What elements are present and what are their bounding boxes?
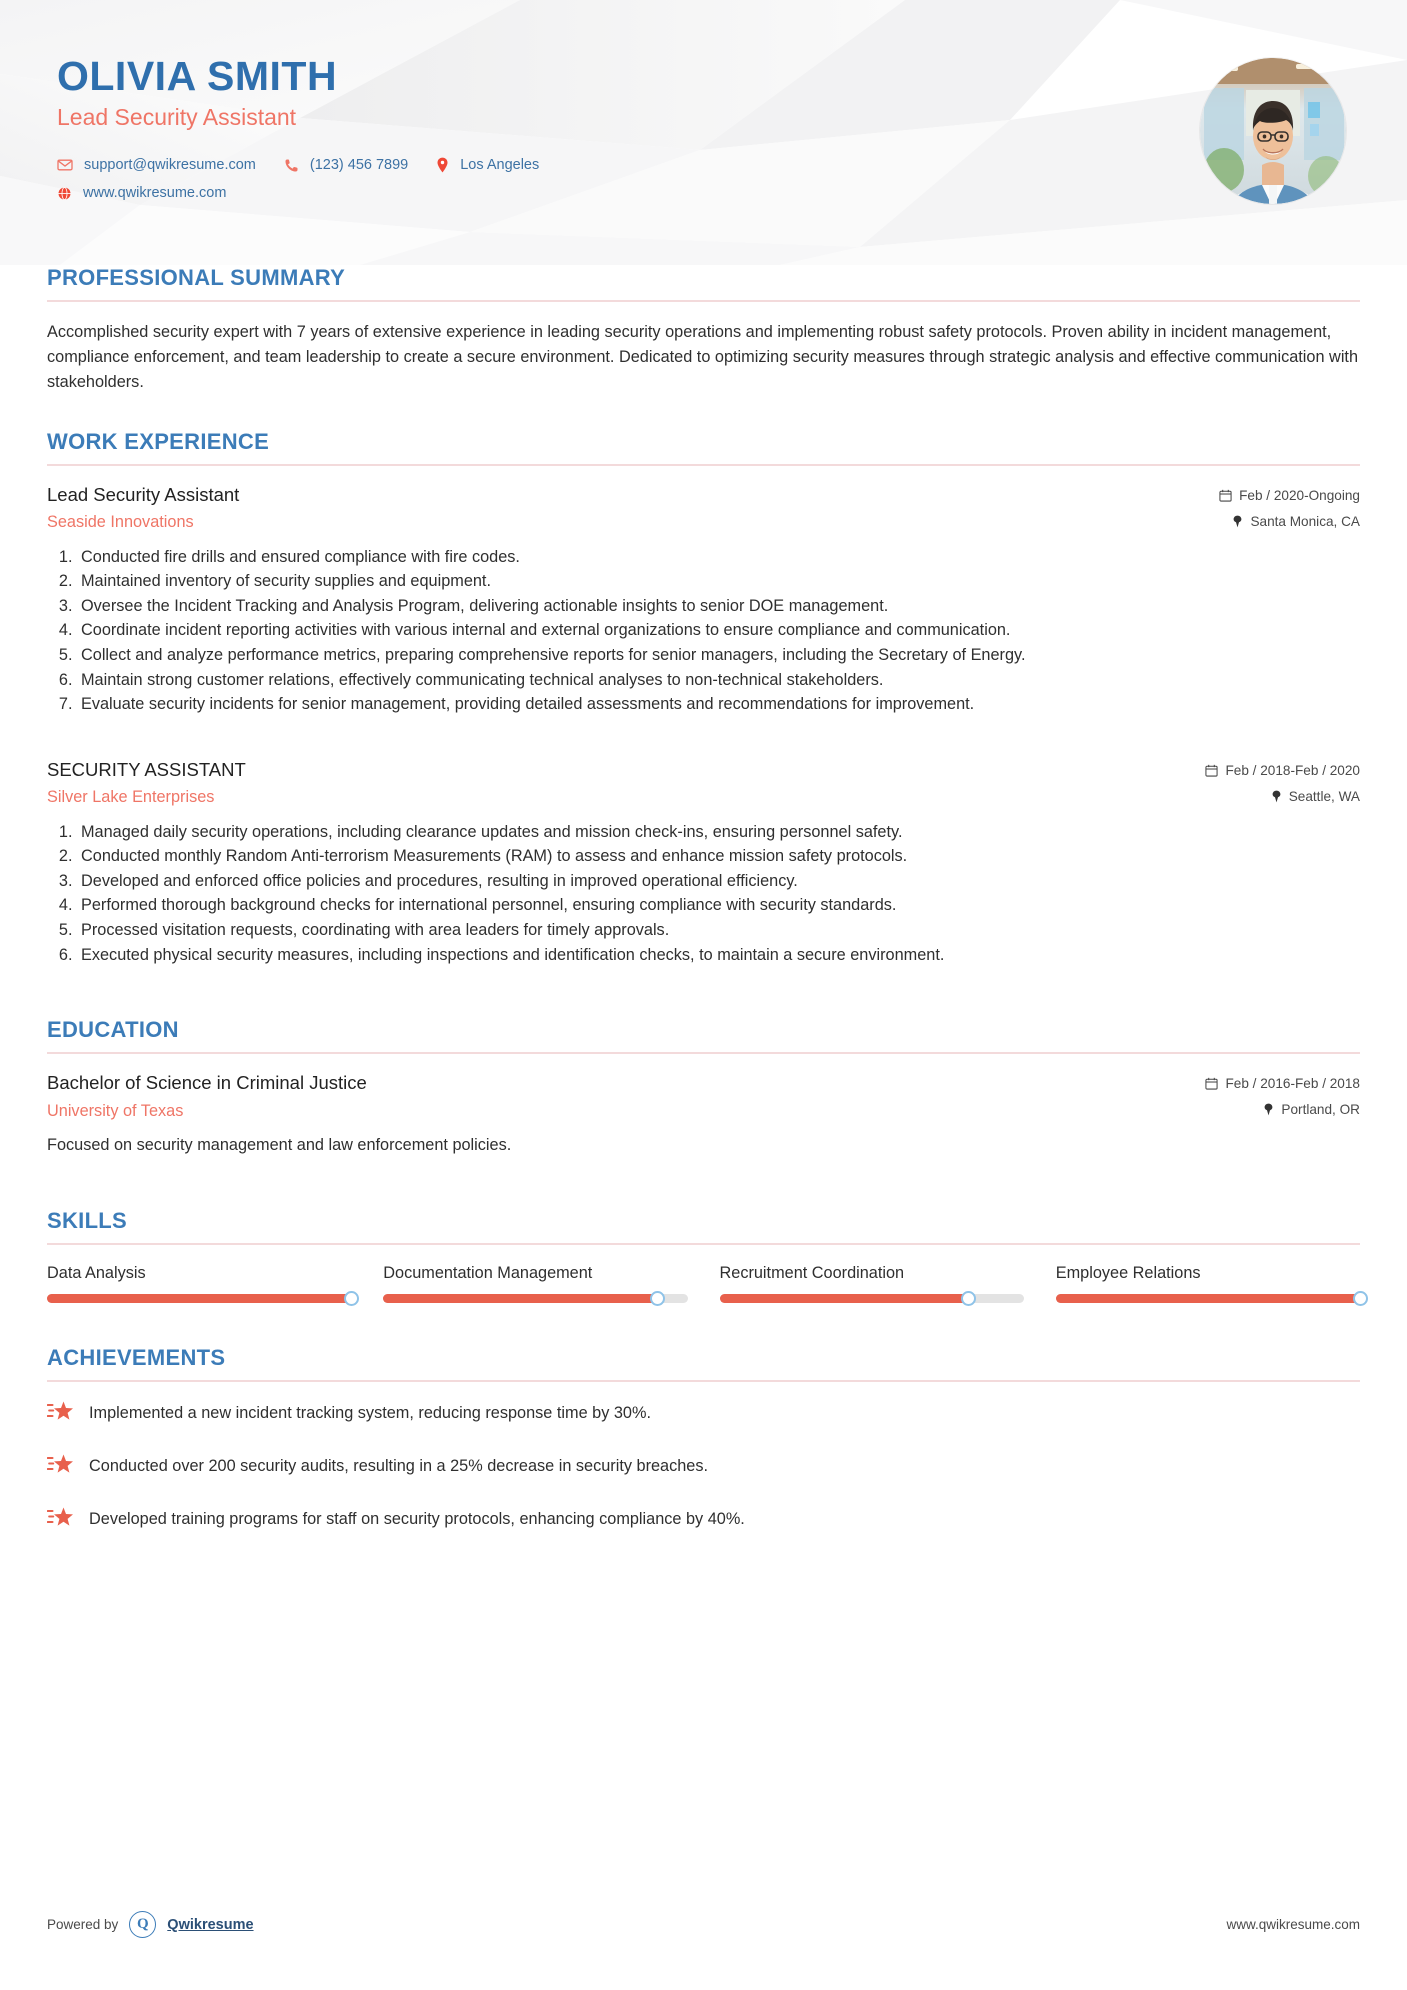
footer-url[interactable]: www.qwikresume.com — [1226, 1917, 1360, 1932]
list-item: 3. Developed and enforced office policies and procedures, resulting in improved operational efficiency. — [77, 870, 1360, 894]
candidate-name: OLIVIA SMITH — [57, 53, 338, 99]
achievement-text: Implemented a new incident tracking system, reducing response time by 30%. — [89, 1403, 651, 1422]
achievement-text: Conducted over 200 security audits, resulting in a 25% decrease in security breaches. — [89, 1456, 709, 1475]
skill-item — [47, 1263, 351, 1303]
section-title-skills: SKILLS — [47, 1207, 128, 1233]
list-item: 5. Collect and analyze performance metrics, preparing comprehensive reports for senior managers, including the Secretary of Energy. — [77, 644, 1360, 668]
identity-block — [57, 55, 539, 201]
list-item: 7. Evaluate security incidents for senior management, providing detailed assessments and recommendations for improvement. — [77, 693, 1360, 717]
resume-body — [0, 265, 1407, 1535]
contact-row-primary — [57, 157, 539, 173]
education-degree: Bachelor of Science in Criminal Justice — [47, 1072, 367, 1094]
list-item: 2. Conducted monthly Random Anti-terrorism Measurements (RAM) to assess and enhance mission safety protocols. — [77, 845, 1360, 869]
achievement-item — [47, 1400, 1360, 1429]
contact-website[interactable] — [57, 185, 226, 201]
contact-email-text: support@qwikresume.com — [84, 157, 256, 174]
achievement-item — [47, 1506, 1360, 1535]
contact-location-text: Los Angeles — [460, 157, 540, 174]
skill-label: Employee Relations — [1055, 1263, 1201, 1282]
skill-progress-knob — [1353, 1291, 1368, 1306]
experience-location — [1205, 789, 1360, 804]
section-title-summary: PROFESSIONAL SUMMARY — [47, 265, 346, 290]
section-divider — [47, 1243, 1360, 1245]
experience-location — [1219, 514, 1360, 529]
list-item: 2. Maintained inventory of security supplies and equipment. — [77, 570, 1360, 594]
powered-by-block — [47, 1911, 254, 1938]
resume-header — [0, 0, 1407, 265]
skill-label: Recruitment Coordination — [719, 1263, 905, 1282]
section-achievements — [47, 1345, 1360, 1535]
phone-icon — [284, 158, 299, 173]
summary-text: Accomplished security expert with 7 years of extensive experience in leading security operations and implementing robust safety protocols. Proven ability in incident management, compliance enforcement, and team leadership to create a secure environment. Dedicated to optimizing security measures through strategic analysis and effective communication with stakeholders. — [47, 323, 1359, 391]
section-work-experience — [47, 429, 1360, 968]
experience-location-text: Santa Monica, CA — [1250, 513, 1360, 529]
calendar-icon — [1205, 764, 1218, 777]
skill-item — [383, 1263, 687, 1303]
contact-email[interactable] — [57, 157, 256, 173]
star-icon — [47, 1453, 73, 1482]
contact-row-secondary — [57, 185, 539, 201]
envelope-icon — [57, 157, 73, 173]
skill-progress-knob — [344, 1291, 359, 1306]
resume-footer — [0, 1911, 1407, 1938]
section-divider — [47, 1052, 1360, 1054]
skill-label: Data Analysis — [47, 1263, 146, 1282]
candidate-role: Lead Security Assistant — [57, 104, 297, 131]
contact-phone[interactable] — [284, 157, 408, 173]
section-title-experience: WORK EXPERIENCE — [47, 428, 270, 454]
section-education — [47, 1017, 1360, 1157]
education-location — [1205, 1102, 1360, 1117]
experience-dates-text: Feb / 2020-Ongoing — [1239, 487, 1360, 503]
section-title-achievements: ACHIEVEMENTS — [47, 1344, 226, 1370]
experience-bullets — [47, 546, 1360, 717]
qwikresume-logo-icon: Q — [129, 1911, 156, 1938]
experience-company: Silver Lake Enterprises — [47, 788, 215, 807]
experience-dates — [1205, 763, 1360, 778]
education-dates — [1205, 1076, 1360, 1091]
location-marker-icon — [1271, 790, 1282, 803]
contact-phone-text: (123) 456 7899 — [309, 157, 409, 174]
avatar — [1200, 58, 1346, 204]
education-description: Focused on security management and law enforcement policies. — [47, 1136, 512, 1155]
list-item: 1. Managed daily security operations, including clearance updates and mission check-ins, ensuring personnel safety. — [77, 821, 1360, 845]
section-divider — [47, 300, 1360, 302]
list-item: 1. Conducted fire drills and ensured compliance with fire codes. — [77, 546, 1360, 570]
education-school: University of Texas — [47, 1101, 184, 1120]
section-skills — [47, 1208, 1360, 1303]
location-marker-icon — [1263, 1103, 1274, 1116]
skill-item — [1056, 1263, 1360, 1303]
contact-block — [57, 157, 539, 201]
skill-label: Documentation Management — [383, 1263, 593, 1282]
star-icon — [47, 1400, 73, 1429]
experience-job-title: Lead Security Assistant — [47, 483, 240, 505]
skill-progress-bar — [720, 1294, 1024, 1303]
list-item: 4. Performed thorough background checks for international personnel, ensuring compliance with security standards. — [77, 894, 1360, 918]
list-item: 6. Maintain strong customer relations, effectively communicating technical analyses to non-technical stakeholders. — [77, 669, 1360, 693]
experience-dates — [1219, 488, 1360, 503]
skill-item — [720, 1263, 1024, 1303]
skill-progress-bar — [383, 1294, 687, 1303]
calendar-icon — [1219, 489, 1232, 502]
experience-company: Seaside Innovations — [47, 512, 194, 531]
list-item: 5. Processed visitation requests, coordinating with area leaders for timely approvals. — [77, 919, 1360, 943]
education-entry — [47, 1072, 1360, 1157]
skill-progress-bar — [47, 1294, 351, 1303]
skill-progress-fill — [47, 1294, 351, 1303]
list-item: 3. Oversee the Incident Tracking and Analysis Program, delivering actionable insights to senior DOE management. — [77, 595, 1360, 619]
education-location-text: Portland, OR — [1281, 1102, 1360, 1118]
achievement-item — [47, 1453, 1360, 1482]
skill-progress-fill — [720, 1294, 969, 1303]
skill-progress-fill — [1056, 1294, 1360, 1303]
list-item: 4. Coordinate incident reporting activities with various internal and external organizations to ensure compliance and communication. — [77, 619, 1360, 643]
brand-name-link[interactable]: Qwikresume — [167, 1916, 254, 1933]
skill-progress-bar — [1056, 1294, 1360, 1303]
map-pin-icon — [436, 157, 449, 173]
experience-entry — [47, 759, 1360, 967]
skills-grid — [47, 1263, 1360, 1303]
experience-job-title: SECURITY ASSISTANT — [47, 758, 246, 780]
education-dates-text: Feb / 2016-Feb / 2018 — [1225, 1076, 1360, 1092]
powered-by-label: Powered by — [47, 1917, 119, 1932]
calendar-icon — [1205, 1077, 1218, 1090]
star-icon — [47, 1506, 73, 1535]
section-professional-summary — [47, 265, 1360, 395]
achievements-list — [47, 1400, 1360, 1535]
section-divider — [47, 1380, 1360, 1382]
globe-icon — [57, 186, 72, 201]
experience-entry — [47, 484, 1360, 717]
experience-bullets — [47, 821, 1360, 968]
section-divider — [47, 464, 1360, 466]
achievement-text: Developed training programs for staff on security protocols, enhancing compliance by 40%. — [89, 1509, 745, 1528]
experience-location-text: Seattle, WA — [1288, 788, 1360, 804]
experience-dates-text: Feb / 2018-Feb / 2020 — [1225, 762, 1360, 778]
skill-progress-fill — [383, 1294, 657, 1303]
list-item: 6. Executed physical security measures, including inspections and identification checks, to maintain a secure environment. — [77, 944, 1360, 968]
contact-location — [436, 157, 539, 173]
contact-website-text: www.qwikresume.com — [83, 185, 227, 202]
skill-progress-knob — [650, 1291, 665, 1306]
section-title-education: EDUCATION — [47, 1017, 179, 1043]
location-marker-icon — [1232, 515, 1243, 528]
